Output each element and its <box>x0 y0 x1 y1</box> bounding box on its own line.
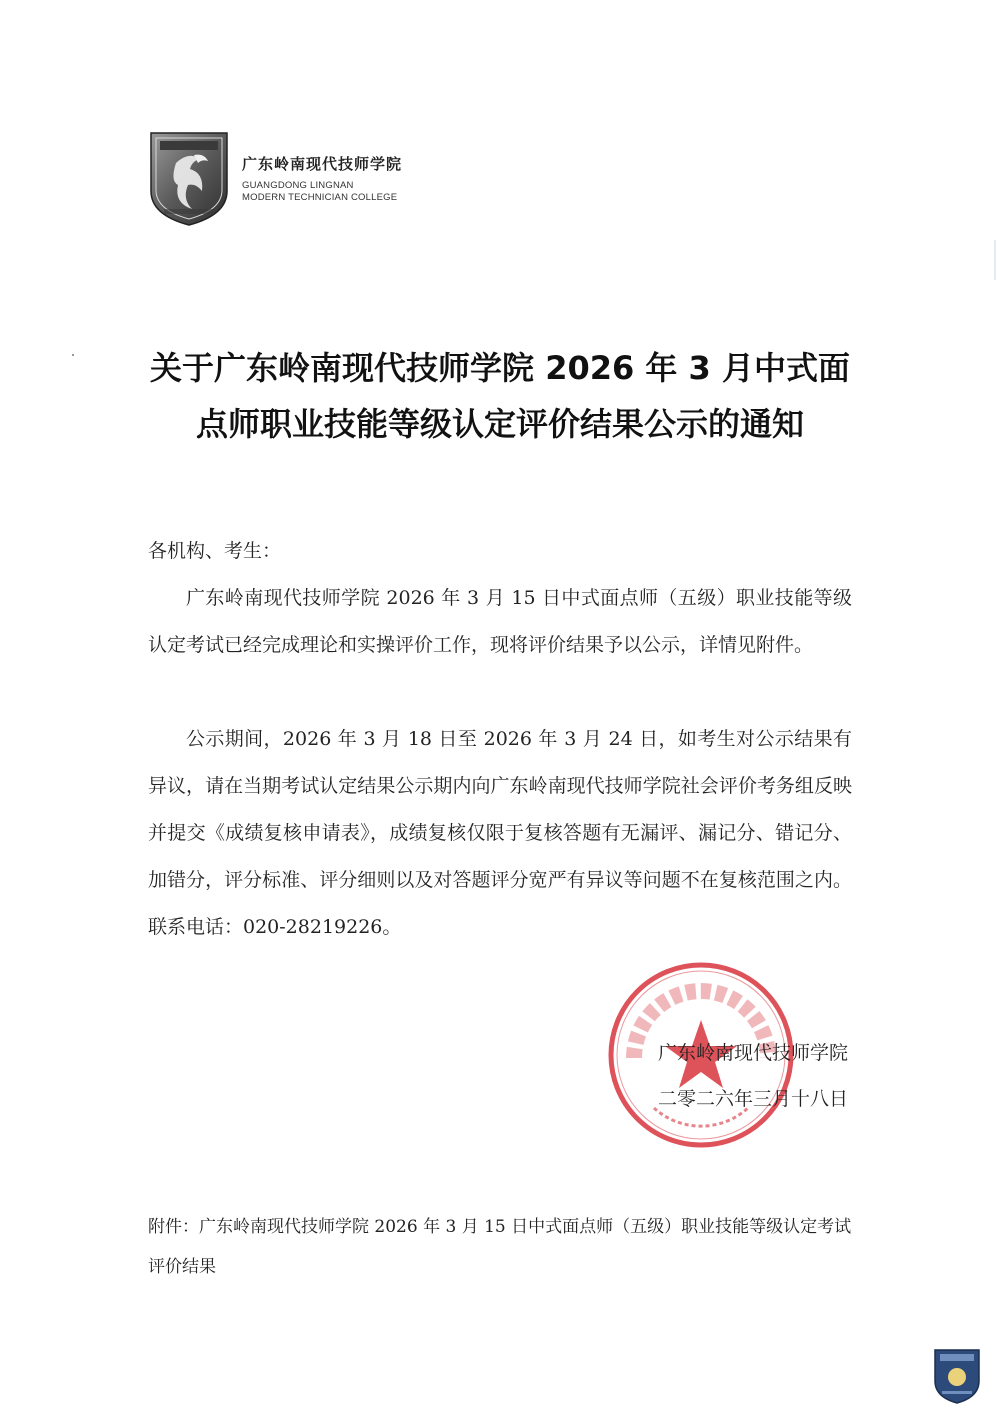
college-shield-logo <box>148 129 230 227</box>
salutation: 各机构、考生： <box>148 540 282 562</box>
body-paragraph-2: 公示期间，2026 年 3 月 18 日至 2026 年 3 月 24 日，如考生对公示结果有异议，请在当期考试认定结果公示期内向广东岭南现代技师学院社会评价考务组反映并提交《成绩复核申请表》，成绩复核仅限于复核答题有无漏评、漏记分、错记分、加错分，评分标准、评分细则以及对答题评分宽严有异议等问题不在复核范围之内。联系电话：020-28219226。 <box>148 728 852 938</box>
attachment-note: 附件：广东岭南现代技师学院 2026 年 3 月 15 日中式面点师（五级）职业技能等级认定考试评价结果 <box>148 1217 852 1277</box>
notice-title-line1: 关于广东岭南现代技师学院 2026 年 3 月中式面 <box>150 349 850 387</box>
corner-badge-icon <box>932 1347 982 1405</box>
body-paragraph-1: 广东岭南现代技师学院 2026 年 3 月 15 日中式面点师（五级）职业技能等级认定考试已经完成理论和实操评价工作，现将评价结果予以公示，详情见附件。 <box>148 587 852 656</box>
signature-date: 二零二六年三月十八日 <box>657 1088 848 1110</box>
college-name-english-line1: GUANGDONG LINGNAN <box>242 179 354 191</box>
scan-speck <box>72 354 74 356</box>
signature-organization: 广东岭南现代技师学院 <box>657 1042 848 1064</box>
notice-title <box>100 340 900 452</box>
college-header <box>148 128 402 228</box>
college-name-block <box>242 153 402 204</box>
college-name-english-line2: MODERN TECHNICIAN COLLEGE <box>242 191 398 203</box>
notice-title-line2: 点师职业技能等级认定评价结果公示的通知 <box>195 405 804 443</box>
scan-edge-mark <box>994 240 996 280</box>
college-name-chinese: 广东岭南现代技师学院 <box>242 154 403 173</box>
